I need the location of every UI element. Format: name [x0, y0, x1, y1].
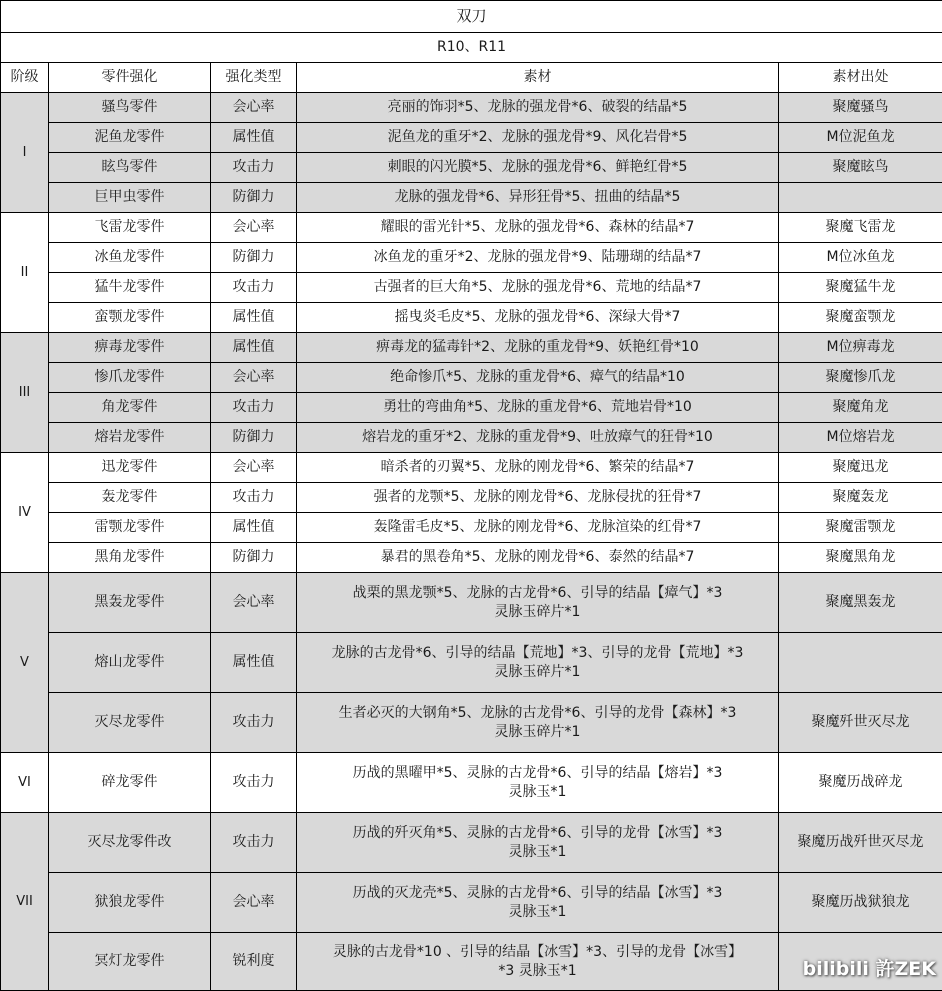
tier-cell: I	[1, 93, 49, 213]
source-cell: M位泥鱼龙	[779, 123, 942, 153]
type-cell: 攻击力	[211, 483, 297, 513]
type-cell: 属性值	[211, 513, 297, 543]
part-cell: 飞雷龙零件	[49, 213, 211, 243]
part-cell: 灭尽龙零件	[49, 693, 211, 753]
part-cell: 狱狼龙零件	[49, 873, 211, 933]
type-cell: 会心率	[211, 363, 297, 393]
materials-cell: 生者必灭的大钢角*5、龙脉的古龙骨*6、引导的龙骨【森林】*3 灵脉玉碎片*1	[297, 693, 779, 753]
type-cell: 防御力	[211, 423, 297, 453]
source-cell: 聚魔黑轰龙	[779, 573, 942, 633]
materials-cell: 历战的歼灭角*5、灵脉的古龙骨*6、引导的龙骨【冰雪】*3 灵脉玉*1	[297, 813, 779, 873]
source-cell: 聚魔角龙	[779, 393, 942, 423]
table-row	[1, 393, 942, 423]
table-row	[1, 183, 942, 213]
materials-cell: 暗杀者的刃翼*5、龙脉的刚龙骨*6、繁荣的结晶*7	[297, 453, 779, 483]
materials-cell: 亮丽的饰羽*5、龙脉的强龙骨*6、破裂的结晶*5	[297, 93, 779, 123]
table-row	[1, 273, 942, 303]
part-cell: 迅龙零件	[49, 453, 211, 483]
materials-cell: 熔岩龙的重牙*2、龙脉的重龙骨*9、吐放瘴气的狂骨*10	[297, 423, 779, 453]
table-row	[1, 633, 942, 693]
materials-cell: 刺眼的闪光膜*5、龙脉的强龙骨*6、鲜艳红骨*5	[297, 153, 779, 183]
table-row	[1, 453, 942, 483]
part-cell: 猛牛龙零件	[49, 273, 211, 303]
materials-cell: 战栗的黑龙颚*5、龙脉的古龙骨*6、引导的结晶【瘴气】*3 灵脉玉碎片*1	[297, 573, 779, 633]
part-cell: 冥灯龙零件	[49, 933, 211, 991]
source-cell: 聚魔眩鸟	[779, 153, 942, 183]
type-cell: 攻击力	[211, 813, 297, 873]
header-row	[1, 63, 942, 93]
table-row	[1, 513, 942, 543]
source-cell: M位冰鱼龙	[779, 243, 942, 273]
header-tier: 阶级	[1, 63, 49, 93]
materials-cell: 龙脉的古龙骨*6、引导的结晶【荒地】*3、引导的龙骨【荒地】*3 灵脉玉碎片*1	[297, 633, 779, 693]
type-cell: 攻击力	[211, 393, 297, 423]
type-cell: 防御力	[211, 243, 297, 273]
part-cell: 骚鸟零件	[49, 93, 211, 123]
materials-cell: 古强者的巨大角*5、龙脉的强龙骨*6、荒地的结晶*7	[297, 273, 779, 303]
table-row	[1, 753, 942, 813]
source-cell: 聚魔历战碎龙	[779, 753, 942, 813]
source-cell	[779, 633, 942, 693]
source-cell: 聚魔历战狱狼龙	[779, 873, 942, 933]
source-cell: 聚魔雷颚龙	[779, 513, 942, 543]
part-cell: 泥鱼龙零件	[49, 123, 211, 153]
type-cell: 会心率	[211, 213, 297, 243]
part-cell: 眩鸟零件	[49, 153, 211, 183]
tier-cell: II	[1, 213, 49, 333]
table-row	[1, 693, 942, 753]
table-row	[1, 363, 942, 393]
watermark: bilibili 許ZEK	[803, 954, 936, 981]
materials-cell: 历战的灭龙壳*5、灵脉的古龙骨*6、引导的结晶【冰雪】*3 灵脉玉*1	[297, 873, 779, 933]
table-subtitle: R10、R11	[1, 33, 942, 63]
tier-cell: VII	[1, 813, 49, 991]
part-cell: 巨甲虫零件	[49, 183, 211, 213]
materials-cell: 痹毒龙的猛毒针*2、龙脉的重龙骨*9、妖艳红骨*10	[297, 333, 779, 363]
materials-cell: 耀眼的雷光针*5、龙脉的强龙骨*6、森林的结晶*7	[297, 213, 779, 243]
source-cell: M位熔岩龙	[779, 423, 942, 453]
part-cell: 熔山龙零件	[49, 633, 211, 693]
part-cell: 雷颚龙零件	[49, 513, 211, 543]
table-row	[1, 153, 942, 183]
table-row	[1, 303, 942, 333]
type-cell: 属性值	[211, 333, 297, 363]
table-row	[1, 873, 942, 933]
type-cell: 会心率	[211, 873, 297, 933]
source-cell: 聚魔骚鸟	[779, 93, 942, 123]
type-cell: 会心率	[211, 573, 297, 633]
materials-cell: 摇曳炎毛皮*5、龙脉的强龙骨*6、深绿大骨*7	[297, 303, 779, 333]
part-cell: 黑轰龙零件	[49, 573, 211, 633]
table-row	[1, 213, 942, 243]
materials-cell: 强者的龙颚*5、龙脉的刚龙骨*6、龙脉侵扰的狂骨*7	[297, 483, 779, 513]
header-materials: 素材	[297, 63, 779, 93]
table-row	[1, 813, 942, 873]
part-cell: 惨爪龙零件	[49, 363, 211, 393]
table-row	[1, 483, 942, 513]
source-cell: 聚魔迅龙	[779, 453, 942, 483]
source-cell: 聚魔飞雷龙	[779, 213, 942, 243]
table-row	[1, 423, 942, 453]
header-part: 零件强化	[49, 63, 211, 93]
type-cell: 属性值	[211, 303, 297, 333]
table-row	[1, 933, 942, 991]
source-cell	[779, 183, 942, 213]
materials-cell: 冰鱼龙的重牙*2、龙脉的强龙骨*9、陆珊瑚的结晶*7	[297, 243, 779, 273]
part-cell: 轰龙零件	[49, 483, 211, 513]
materials-cell: 勇壮的弯曲角*5、龙脉的重龙骨*6、荒地岩骨*10	[297, 393, 779, 423]
title-row	[1, 1, 942, 33]
table-row	[1, 333, 942, 363]
tier-cell: IV	[1, 453, 49, 573]
materials-cell: 灵脉的古龙骨*10 、引导的结晶【冰雪】*3、引导的龙骨【冰雪】 *3 灵脉玉*1	[297, 933, 779, 991]
source-cell: 聚魔轰龙	[779, 483, 942, 513]
table-row	[1, 243, 942, 273]
source-cell: 聚魔历战歼世灭尽龙	[779, 813, 942, 873]
materials-cell: 轰隆雷毛皮*5、龙脉的刚龙骨*6、龙脉渲染的红骨*7	[297, 513, 779, 543]
type-cell: 攻击力	[211, 693, 297, 753]
table-title: 双刀	[1, 1, 942, 33]
type-cell: 属性值	[211, 633, 297, 693]
source-cell: 聚魔黑角龙	[779, 543, 942, 573]
materials-cell: 历战的黑曜甲*5、灵脉的古龙骨*6、引导的结晶【熔岩】*3 灵脉玉*1	[297, 753, 779, 813]
source-cell: 聚魔猛牛龙	[779, 273, 942, 303]
materials-cell: 龙脉的强龙骨*6、异形狂骨*5、扭曲的结晶*5	[297, 183, 779, 213]
tier-cell: III	[1, 333, 49, 453]
table-row	[1, 543, 942, 573]
type-cell: 锐利度	[211, 933, 297, 991]
type-cell: 攻击力	[211, 753, 297, 813]
type-cell: 会心率	[211, 93, 297, 123]
table-row	[1, 573, 942, 633]
type-cell: 攻击力	[211, 153, 297, 183]
type-cell: 防御力	[211, 543, 297, 573]
header-type: 强化类型	[211, 63, 297, 93]
source-cell: 聚魔蛮颚龙	[779, 303, 942, 333]
materials-cell: 暴君的黑卷角*5、龙脉的刚龙骨*6、泰然的结晶*7	[297, 543, 779, 573]
type-cell: 攻击力	[211, 273, 297, 303]
source-cell: 聚魔惨爪龙	[779, 363, 942, 393]
header-source: 素材出处	[779, 63, 942, 93]
part-cell: 蛮颚龙零件	[49, 303, 211, 333]
source-cell: M位痹毒龙	[779, 333, 942, 363]
type-cell: 属性值	[211, 123, 297, 153]
type-cell: 防御力	[211, 183, 297, 213]
type-cell: 会心率	[211, 453, 297, 483]
table-row	[1, 93, 942, 123]
part-cell: 痹毒龙零件	[49, 333, 211, 363]
part-cell: 灭尽龙零件改	[49, 813, 211, 873]
table-row	[1, 123, 942, 153]
part-cell: 黑角龙零件	[49, 543, 211, 573]
tier-cell: VI	[1, 753, 49, 813]
source-cell: 聚魔歼世灭尽龙	[779, 693, 942, 753]
part-cell: 冰鱼龙零件	[49, 243, 211, 273]
part-cell: 角龙零件	[49, 393, 211, 423]
tier-cell: V	[1, 573, 49, 753]
part-cell: 碎龙零件	[49, 753, 211, 813]
materials-cell: 绝命惨爪*5、龙脉的重龙骨*6、瘴气的结晶*10	[297, 363, 779, 393]
part-cell: 熔岩龙零件	[49, 423, 211, 453]
subtitle-row	[1, 33, 942, 63]
materials-cell: 泥鱼龙的重牙*2、龙脉的强龙骨*9、风化岩骨*5	[297, 123, 779, 153]
